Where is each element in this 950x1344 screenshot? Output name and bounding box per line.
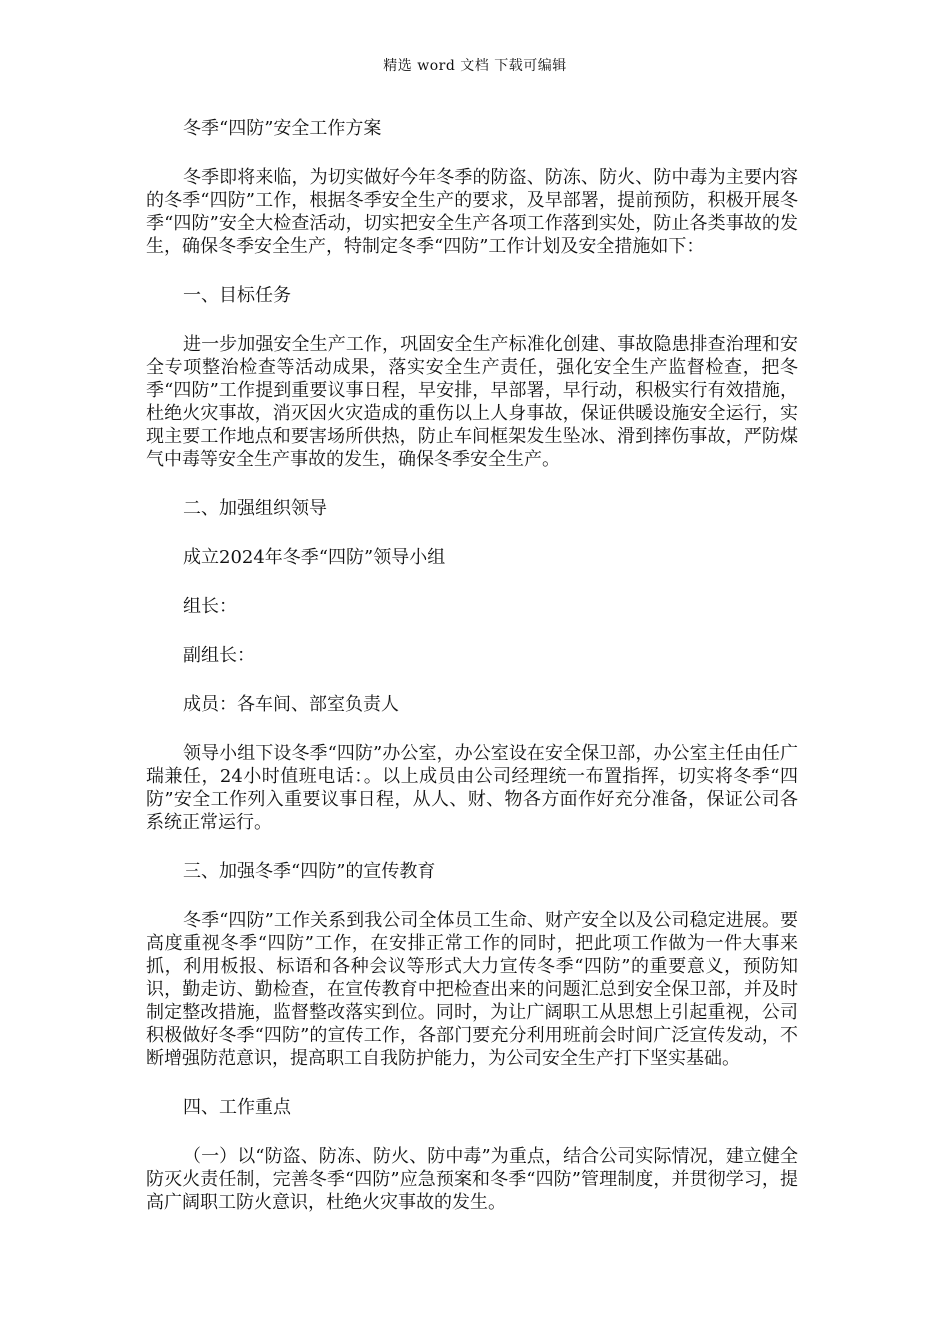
paragraph-members: 成员：各车间、部室负责人 — [183, 694, 399, 715]
page-header: 精选 word 文档 下载可编辑 — [383, 58, 567, 74]
paragraph-focus-1: （一）以“防盗、防冻、防火、防中毒”为重点，结合公司实际情况，建立健全防灭火责任制，完善冬季“四防”应急预案和冬季“四防”管理制度，并贯彻学习，提高广阔职工防火意识，杜绝火灾事故的发生。 — [146, 1146, 798, 1213]
document-title: 冬季“四防”安全工作方案 — [183, 118, 382, 139]
paragraph-education: 冬季“四防”工作关系到我公司全体员工生命、财产安全以及公司稳定进展。要高度重视冬季“四防”工作，在安排正常工作的同时，把此项工作做为一件大事来抓，利用板报、标语和各种会议等形式大力宣传冬季“四防”的重要意义，预防知识，勤走访、勤检查，在宣传教育中把检查出来的问题汇总到安全保卫部，并及时制定整改措施，监督整改落实到位。同时，为让广阔职工从思想上引起重视，公司积极做好冬季“四防”的宣传工作，各部门要充分利用班前会时间广泛宣传发动，不断增强防范意识，提高职工自我防护能力，为公司安全生产打下坚实基础。 — [146, 910, 798, 1069]
section-heading-goals: 一、目标任务 — [183, 285, 291, 306]
paragraph-group-established: 成立2024年冬季“四防”领导小组 — [183, 547, 446, 568]
document-body — [146, 117, 798, 1214]
paragraph-office: 领导小组下设冬季“四防”办公室，办公室设在安全保卫部，办公室主任由任广瑞兼任，24小时值班电话：。以上成员由公司经理统一布置指挥，切实将冬季“四防”安全工作列入重要议事日程，从人、财、物各方面作好充分准备，保证公司各系统正常运行。 — [146, 743, 798, 833]
section-heading-education: 三、加强冬季“四防”的宣传教育 — [183, 861, 436, 882]
section-heading-leadership: 二、加强组织领导 — [183, 498, 327, 519]
paragraph-group-leader: 组长： — [183, 596, 237, 617]
paragraph-goals: 进一步加强安全生产工作，巩固安全生产标准化创建、事故隐患排查治理和安全专项整治检查等活动成果，落实安全生产责任，强化安全生产监督检查，把冬季“四防”工作提到重要议事日程，早安排，早部署，早行动，积极实行有效措施，杜绝火灾事故，消灭因火灾造成的重伤以上人身事故，保证供暖设施安全运行，实现主要工作地点和要害场所供热，防止车间框架发生坠冰、滑到摔伤事故，严防煤气中毒等安全生产事故的发生，确保冬季安全生产。 — [146, 334, 798, 470]
paragraph-deputy-leader: 副组长： — [183, 645, 255, 666]
paragraph-intro: 冬季即将来临，为切实做好今年冬季的防盗、防冻、防火、防中毒为主要内容的冬季“四防”工作，根据冬季安全生产的要求，及早部署，提前预防，积极开展冬季“四防”安全大检查活动，切实把安全生产各项工作落到实处，防止各类事故的发生，确保冬季安全生产，特制定冬季“四防”工作计划及安全措施如下： — [146, 167, 798, 257]
section-heading-focus: 四、工作重点 — [183, 1097, 291, 1118]
